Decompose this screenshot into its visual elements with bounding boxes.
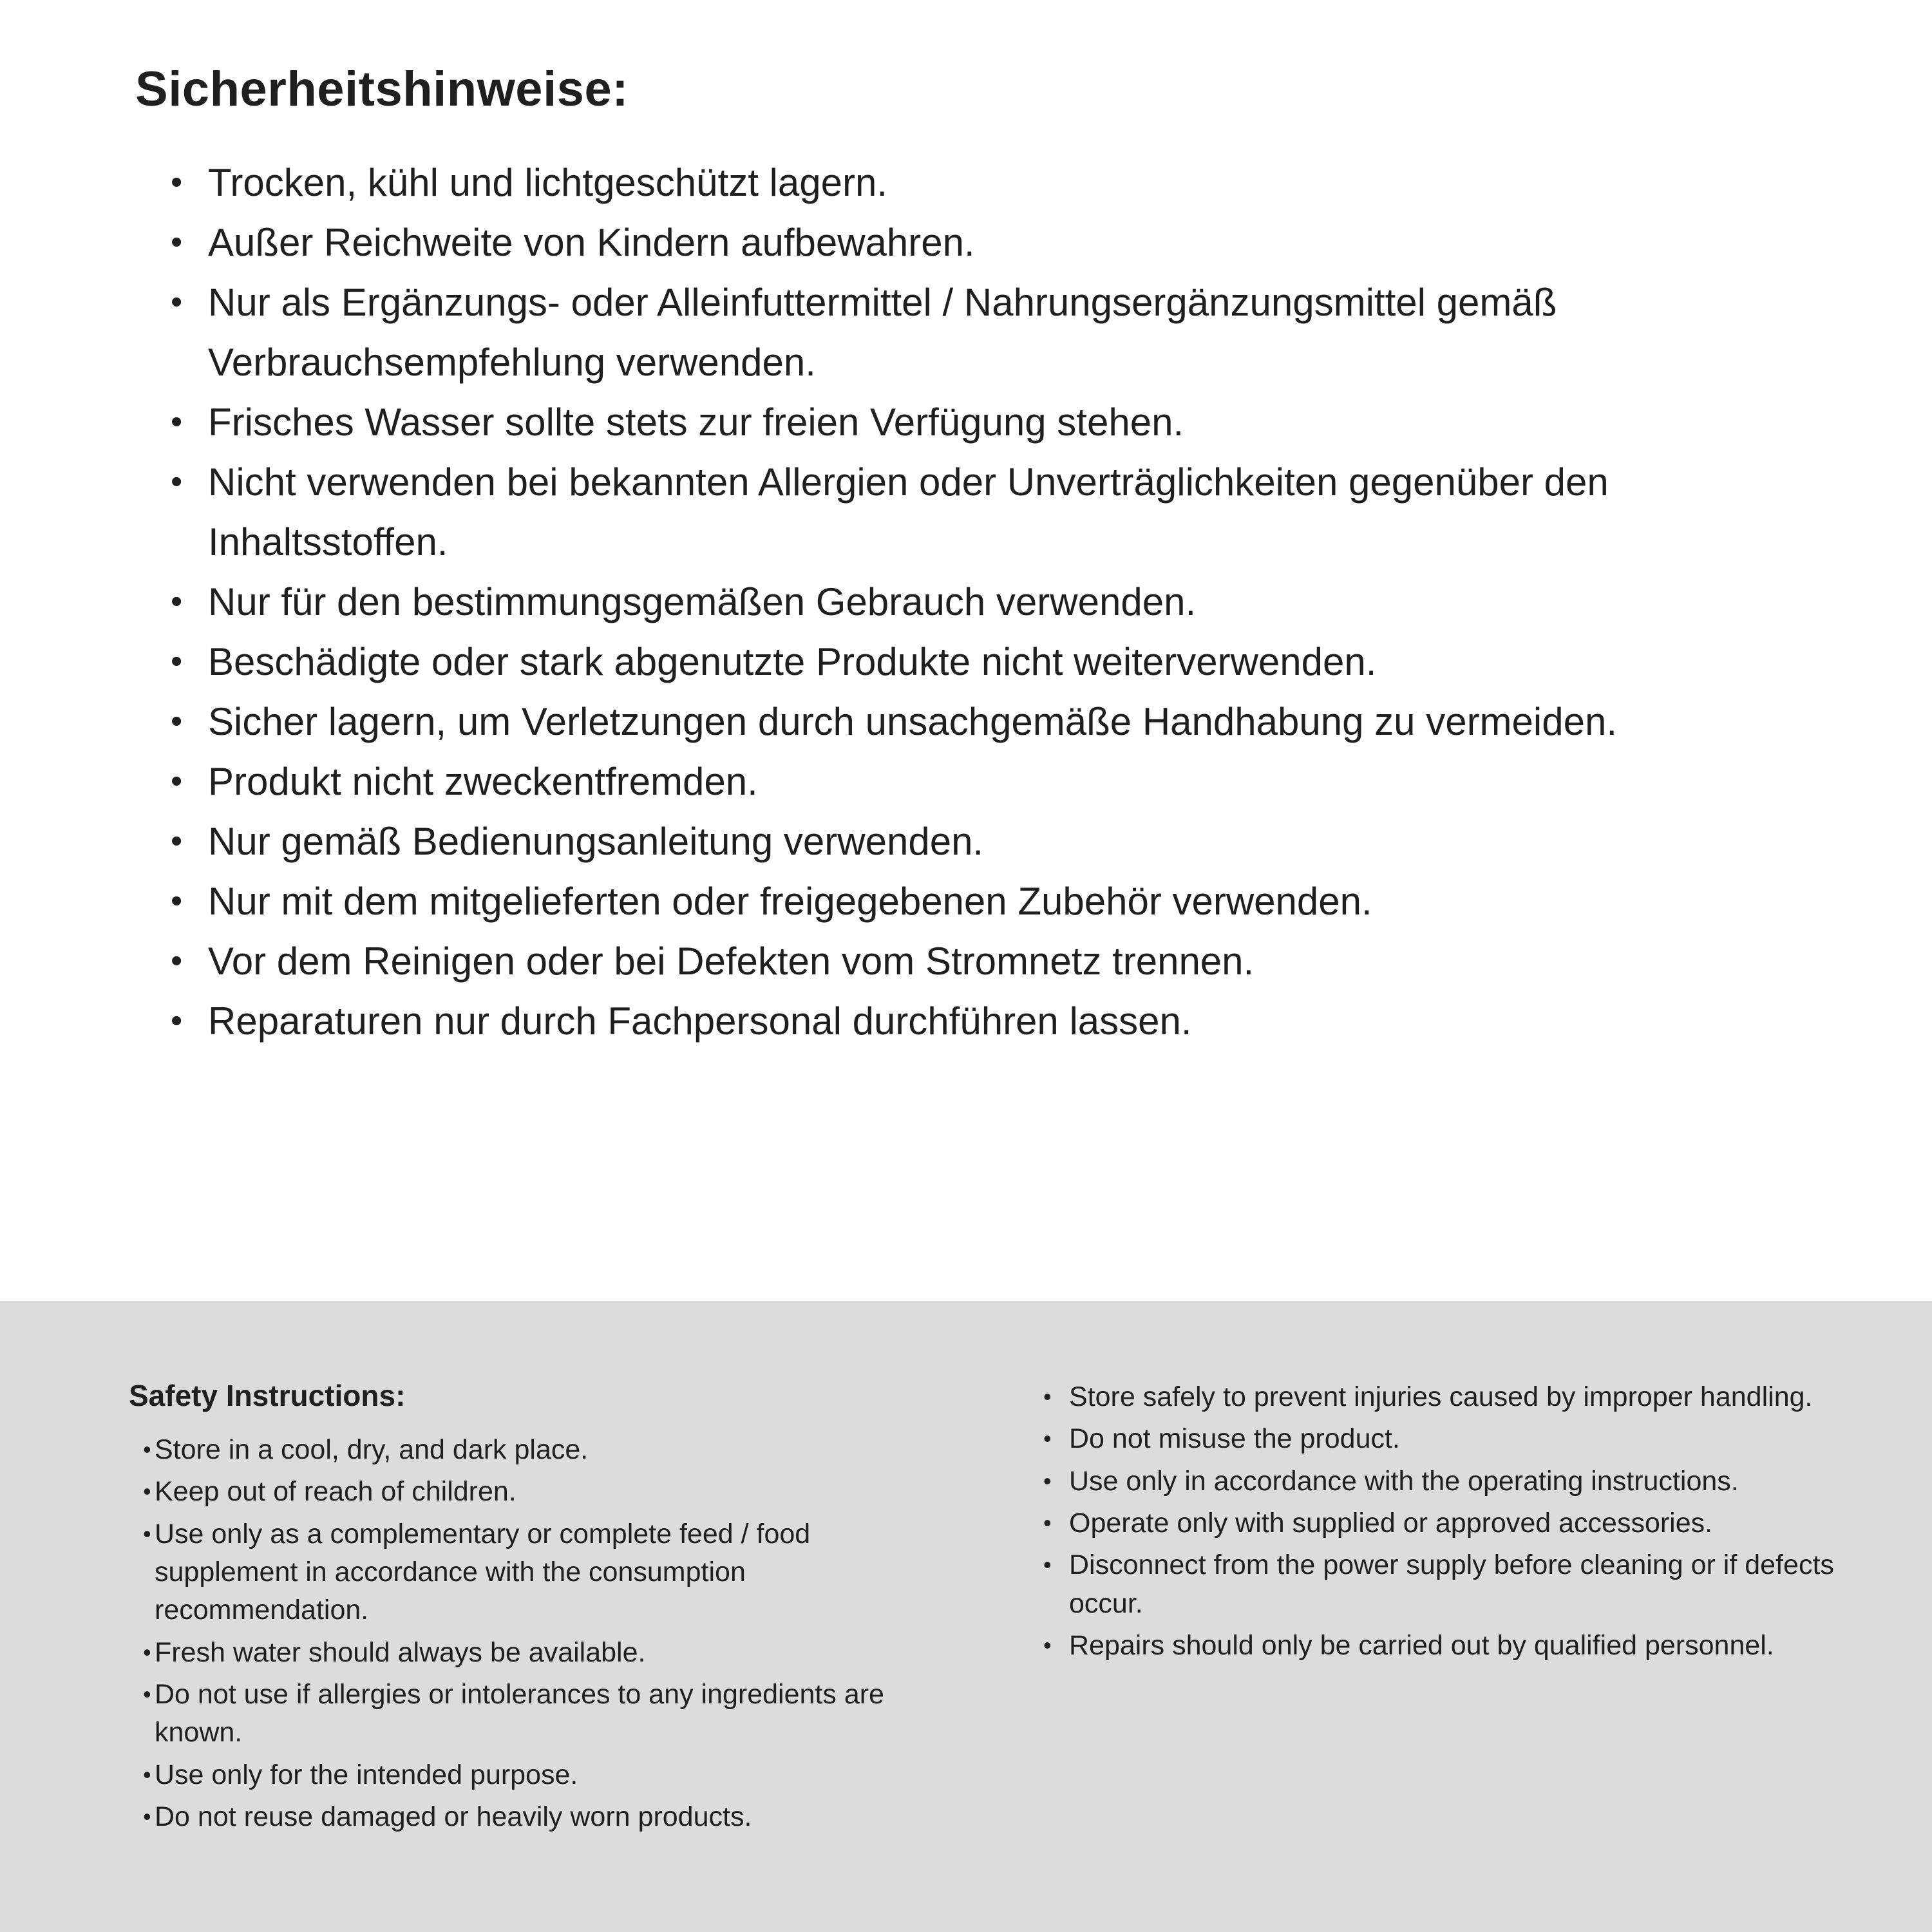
bullet-text: Store in a cool, dry, and dark place. — [155, 1434, 589, 1465]
bullet-marker: • — [171, 1002, 183, 1039]
bullet-marker: • — [1043, 1467, 1052, 1494]
bullet-text: Frisches Wasser sollte stets zur freien Verfügung stehen. — [208, 401, 1184, 444]
bullet-text: Nur mit dem mitgelieferten oder freigegebenen Zubehör verwenden. — [208, 880, 1372, 923]
english-section-title: Safety Instructions: — [129, 1379, 406, 1412]
german-section-title: Sicherheitshinweise: — [135, 62, 629, 117]
bullet-text: Use only as a complementary or complete feed / food supplement in accordance with the consumption recommendation. — [155, 1518, 811, 1626]
bullet-item — [129, 1676, 921, 1752]
bullet-marker: • — [171, 283, 183, 321]
english-left-bullet-list — [129, 1431, 921, 1836]
bullet-item — [171, 153, 1716, 213]
bullet-item — [1043, 1378, 1835, 1416]
bullet-item — [171, 991, 1716, 1051]
english-right-column — [1043, 1378, 1835, 1893]
bullet-item — [171, 632, 1716, 692]
english-safety-section — [0, 1301, 1932, 1932]
bullet-text: Do not reuse damaged or heavily worn products. — [155, 1801, 752, 1832]
bullet-marker: • — [1043, 1631, 1052, 1658]
english-right-bullet-list — [1043, 1378, 1835, 1665]
bullet-item — [171, 392, 1716, 452]
bullet-text: Produkt nicht zweckentfremden. — [208, 760, 758, 803]
bullet-text: Store safely to prevent injuries caused by improper handling. — [1069, 1381, 1813, 1412]
bullet-marker: • — [143, 1680, 151, 1707]
bullet-text: Nicht verwenden bei bekannten Allergien oder Unverträglichkeiten gegenüber den Inhaltsstoffen. — [208, 460, 1609, 564]
bullet-marker: • — [171, 463, 183, 500]
english-left-column — [129, 1378, 921, 1893]
bullet-item — [1043, 1627, 1835, 1665]
bullet-item — [1043, 1504, 1835, 1542]
bullet-item — [129, 1473, 921, 1511]
bullet-item — [171, 213, 1716, 272]
bullet-text: Do not use if allergies or intolerances to any ingredients are known. — [155, 1678, 884, 1748]
bullet-marker: • — [171, 223, 183, 261]
bullet-item — [129, 1756, 921, 1794]
bullet-marker: • — [171, 403, 183, 440]
bullet-text: Nur für den bestimmungsgemäßen Gebrauch verwenden. — [208, 580, 1197, 623]
bullet-item — [171, 572, 1716, 632]
bullet-marker: • — [171, 942, 183, 980]
bullet-text: Keep out of reach of children. — [155, 1476, 516, 1508]
bullet-marker: • — [1043, 1509, 1052, 1536]
bullet-item — [1043, 1463, 1835, 1501]
bullet-text: Repairs should only be carried out by qualified personnel. — [1069, 1629, 1774, 1661]
bullet-marker: • — [171, 703, 183, 740]
bullet-item — [129, 1431, 921, 1469]
bullet-item — [129, 1515, 921, 1630]
bullet-marker: • — [171, 583, 183, 620]
bullet-marker: • — [143, 1638, 151, 1665]
bullet-item — [1043, 1420, 1835, 1458]
bullet-marker: • — [171, 882, 183, 920]
bullet-text: Use only for the intended purpose. — [155, 1759, 578, 1790]
bullet-marker: • — [143, 1520, 151, 1547]
bullet-marker: • — [143, 1761, 151, 1788]
bullet-marker: • — [171, 164, 183, 201]
bullet-item — [171, 752, 1716, 811]
bullet-marker: • — [1043, 1383, 1052, 1410]
bullet-text: Use only in accordance with the operating instructions. — [1069, 1465, 1739, 1497]
bullet-marker: • — [1043, 1425, 1052, 1452]
bullet-item — [171, 871, 1716, 931]
bullet-text: Außer Reichweite von Kindern aufbewahren. — [208, 221, 975, 264]
bullet-text: Fresh water should always be available. — [155, 1636, 646, 1668]
bullet-item — [129, 1798, 921, 1836]
bullet-marker: • — [171, 643, 183, 680]
bullet-item — [171, 692, 1716, 752]
bullet-text: Operate only with supplied or approved accessories. — [1069, 1507, 1713, 1539]
bullet-item — [129, 1634, 921, 1672]
bullet-text: Reparaturen nur durch Fachpersonal durchführen lassen. — [208, 999, 1192, 1043]
bullet-text: Sicher lagern, um Verletzungen durch unsachgemäße Handhabung zu vermeiden. — [208, 700, 1618, 743]
german-bullet-list — [135, 153, 1842, 1051]
bullet-text: Nur gemäß Bedienungsanleitung verwenden. — [208, 820, 984, 863]
bullet-marker: • — [171, 822, 183, 860]
bullet-item — [171, 811, 1716, 871]
bullet-item — [171, 931, 1716, 991]
bullet-item — [171, 452, 1716, 572]
bullet-marker: • — [143, 1478, 151, 1505]
bullet-text: Do not misuse the product. — [1069, 1423, 1400, 1455]
bullet-text: Nur als Ergänzungs- oder Alleinfuttermittel / Nahrungsergänzungsmittel gemäß Verbrauchsempfehlung verwenden. — [208, 281, 1557, 384]
bullet-text: Beschädigte oder stark abgenutzte Produkte nicht weiterverwenden. — [208, 640, 1377, 683]
bullet-item — [171, 272, 1716, 392]
bullet-marker: • — [171, 762, 183, 800]
bullet-marker: • — [143, 1436, 151, 1463]
bullet-marker: • — [143, 1803, 151, 1830]
bullet-text: Vor dem Reinigen oder bei Defekten vom Stromnetz trennen. — [208, 940, 1255, 983]
bullet-item — [1043, 1546, 1835, 1623]
bullet-marker: • — [1043, 1551, 1052, 1578]
bullet-text: Disconnect from the power supply before cleaning or if defects occur. — [1069, 1549, 1834, 1619]
bullet-text: Trocken, kühl und lichtgeschützt lagern. — [208, 161, 888, 204]
